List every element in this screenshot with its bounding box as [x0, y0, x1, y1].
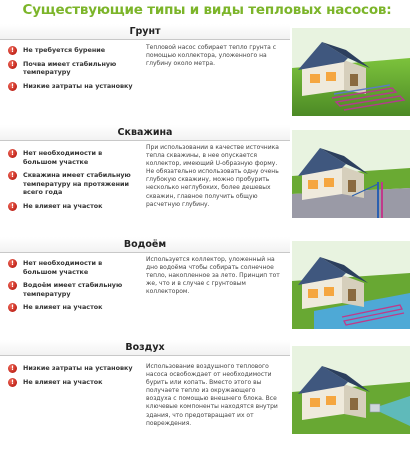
list-item: ! Низкие затраты на установку: [8, 82, 136, 91]
exclamation-icon: !: [8, 303, 17, 312]
exclamation-icon: !: [8, 378, 17, 387]
section-air: [0, 340, 414, 450]
list-item: ! Нет необходимости в большом участке: [8, 259, 136, 276]
pros-list: [8, 259, 136, 317]
description: При использовании в качестве источника тепла скважины, в нее опускается коллектор, имеющий U-образную форму. Не обязательно использовать одну очень глубокую скважину, можно пробурить несколько неглубоких, более дешевых скважин, главное получить общую расчетную глубину.: [146, 144, 279, 208]
list-item: ! Почва имеет стабильную температуру: [8, 60, 136, 77]
house-ground-collector-icon: [292, 28, 410, 116]
exclamation-icon: !: [8, 149, 17, 158]
house-borehole-icon: [292, 130, 410, 218]
exclamation-icon: !: [8, 60, 17, 69]
exclamation-icon: !: [8, 82, 17, 91]
exclamation-icon: !: [8, 171, 17, 180]
exclamation-icon: !: [8, 281, 17, 290]
pros-list: [8, 364, 136, 391]
description: Используется коллектор, уложенный на дно водоёма чтобы собирать солнечное тепло, накопленное за лето. Принцип тот же, что и в случае с грунтовым коллектором.: [146, 256, 280, 296]
exclamation-icon: !: [8, 202, 17, 211]
list-item: ! Скважина имеет стабильную температуру на протяжении всего года: [8, 171, 136, 197]
list-item: ! Водоём имеет стабильную температуру: [8, 281, 136, 298]
section-header: Скважина: [0, 125, 290, 141]
pros-list: [8, 149, 136, 216]
list-item: ! Нет необходимости в большом участке: [8, 149, 136, 166]
section-borehole: [0, 125, 414, 235]
list-item: ! Не влияет на участок: [8, 303, 136, 312]
section-header: Водоём: [0, 237, 290, 253]
section-header: Грунт: [0, 24, 290, 40]
list-item: ! Не требуется бурение: [8, 46, 136, 55]
section-header: Воздух: [0, 340, 290, 356]
list-item: ! Низкие затраты на установку: [8, 364, 136, 373]
section-ground: [0, 24, 414, 124]
description: Использование воздушного теплового насоса освобождает от необходимости бурить или копать. Вместо этого вы получаете тепло из окружающего воздуха с помощью внешнего блока. Все ключевые компоненты находятся внутри здания, что предотвращает их от повреждения.: [146, 363, 278, 427]
section-pond: [0, 237, 414, 337]
page-title: Существующие типы и виды тепловых насосов:: [22, 2, 392, 18]
description: Тепловой насос собирает тепло грунта с помощью коллектора, уложенного на глубину около метра.: [146, 44, 277, 68]
list-item: ! Не влияет на участок: [8, 202, 136, 211]
house-pond-collector-icon: [292, 241, 410, 329]
house-air-unit-icon: [292, 346, 410, 434]
exclamation-icon: !: [8, 364, 17, 373]
exclamation-icon: !: [8, 46, 17, 55]
pros-list: [8, 46, 136, 95]
exclamation-icon: !: [8, 259, 17, 268]
list-item: ! Не влияет на участок: [8, 378, 136, 387]
